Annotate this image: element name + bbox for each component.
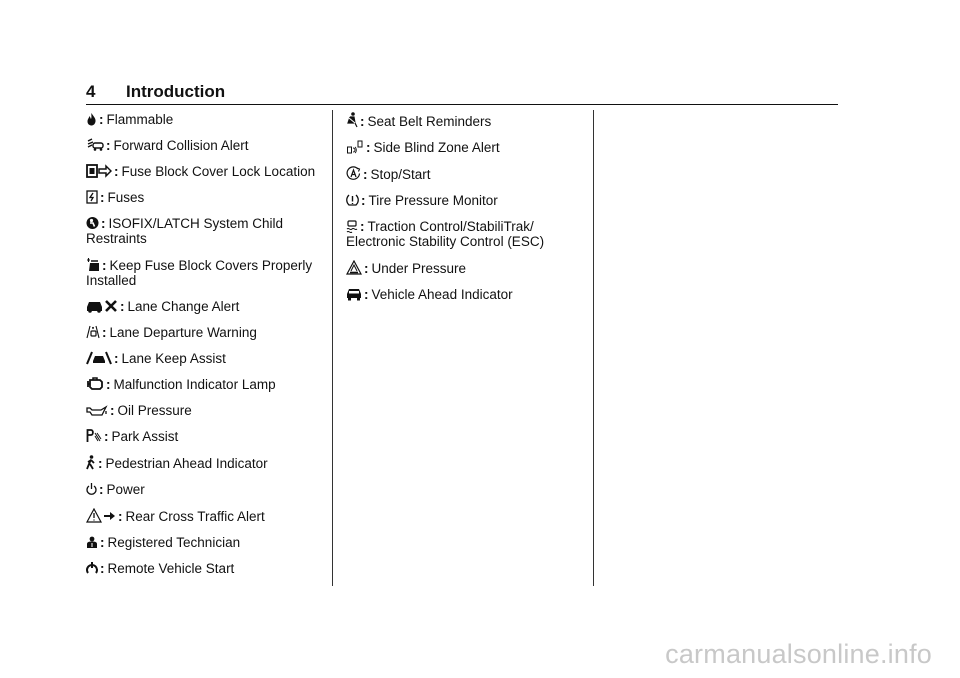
vehicle-ahead-icon — [346, 287, 362, 301]
item-label: Tire Pressure Monitor — [368, 193, 498, 208]
item-label: Traction Control/StabiliTrak/ Electronic Stability Control (ESC) — [346, 219, 545, 249]
oil-can-icon — [86, 405, 108, 417]
flame-icon — [86, 112, 97, 126]
park-assist-icon — [86, 429, 102, 443]
traction-control-icon — [346, 219, 358, 233]
item-label: Forward Collision Alert — [113, 138, 249, 153]
list-item: : Lane Keep Assist — [86, 351, 318, 366]
item-label: Fuse Block Cover Lock Location — [121, 164, 316, 179]
item-label: Oil Pressure — [117, 403, 192, 418]
list-item: : ISOFIX/LATCH System Child Restraints — [86, 216, 284, 246]
symbol-list-middle — [346, 112, 580, 313]
item-label: Rear Cross Traffic Alert — [125, 509, 265, 524]
remote-start-icon — [86, 561, 98, 575]
item-label: Seat Belt Reminders — [367, 114, 492, 129]
list-item: : Oil Pressure — [86, 403, 318, 418]
item-label: Vehicle Ahead Indicator — [371, 287, 513, 302]
list-item: : Rear Cross Traffic Alert — [86, 508, 318, 524]
item-label: Remote Vehicle Start — [107, 561, 235, 576]
engine-icon — [86, 377, 104, 391]
lane-departure-icon — [86, 325, 100, 339]
item-label: Stop/Start — [370, 167, 431, 182]
tire-pressure-icon — [346, 193, 359, 207]
child-seat-icon — [86, 216, 99, 230]
fuse-block-lock-icon — [86, 164, 112, 178]
item-label: ISOFIX/LATCH System Child Restraints — [86, 216, 284, 246]
rear-cross-traffic-icon — [86, 508, 116, 523]
list-item: : Vehicle Ahead Indicator — [346, 287, 580, 302]
symbol-list-left — [86, 112, 318, 587]
side-blind-zone-icon — [346, 140, 364, 154]
list-item: : Fuses — [86, 190, 318, 205]
list-item: : Side Blind Zone Alert — [346, 140, 580, 155]
list-item: : Registered Technician — [86, 535, 318, 550]
item-label: Park Assist — [111, 429, 179, 444]
list-item: : Power — [86, 482, 318, 497]
watermark: carmanualsonline.info — [665, 639, 932, 669]
item-label: Pedestrian Ahead Indicator — [105, 456, 268, 471]
list-item: : Remote Vehicle Start — [86, 561, 318, 576]
item-label: Power — [106, 482, 145, 497]
list-item: : Tire Pressure Monitor — [346, 193, 580, 208]
list-item: : Park Assist — [86, 429, 318, 444]
item-label: Lane Change Alert — [127, 299, 240, 314]
lane-change-icon — [86, 299, 118, 313]
section-title: Introduction — [126, 82, 226, 101]
list-item: : Fuse Block Cover Lock Location — [86, 164, 318, 179]
fuse-cover-icon — [86, 257, 100, 272]
fuse-icon — [86, 190, 98, 204]
column-divider-right — [593, 110, 594, 586]
item-label: Under Pressure — [371, 261, 467, 276]
list-item: : Keep Fuse Block Covers Properly Installed — [86, 258, 313, 288]
pedestrian-icon — [86, 455, 96, 470]
power-icon — [86, 482, 97, 496]
lane-keep-icon — [86, 351, 112, 365]
list-item: : Malfunction Indicator Lamp — [86, 377, 318, 392]
page-header — [86, 82, 838, 105]
list-item: : Lane Change Alert — [86, 299, 318, 314]
item-label: Malfunction Indicator Lamp — [113, 377, 276, 392]
item-label: Side Blind Zone Alert — [373, 140, 500, 155]
page-number: 4 — [86, 82, 96, 101]
item-label: Keep Fuse Block Covers Properly Installed — [86, 258, 313, 288]
item-label: Fuses — [107, 190, 145, 205]
list-item: : Forward Collision Alert — [86, 138, 318, 153]
technician-icon — [86, 535, 98, 549]
item-label: Lane Departure Warning — [109, 325, 257, 340]
list-item: : Seat Belt Reminders — [346, 112, 580, 129]
item-label: Flammable — [106, 112, 174, 127]
stop-start-icon — [346, 166, 361, 181]
list-item: : Stop/Start — [346, 166, 580, 182]
under-pressure-icon — [346, 260, 362, 275]
item-label: Registered Technician — [107, 535, 241, 550]
list-item: : Flammable — [86, 112, 318, 127]
seat-belt-icon — [346, 112, 358, 128]
column-divider-left — [332, 110, 333, 586]
list-item: : Under Pressure — [346, 260, 580, 276]
forward-collision-icon — [86, 138, 104, 152]
list-item: : Lane Departure Warning — [86, 325, 318, 340]
list-item: : Traction Control/StabiliTrak/ Electronic Stability Control (ESC) — [346, 219, 545, 249]
item-label: Lane Keep Assist — [121, 351, 226, 366]
list-item: : Pedestrian Ahead Indicator — [86, 455, 318, 471]
